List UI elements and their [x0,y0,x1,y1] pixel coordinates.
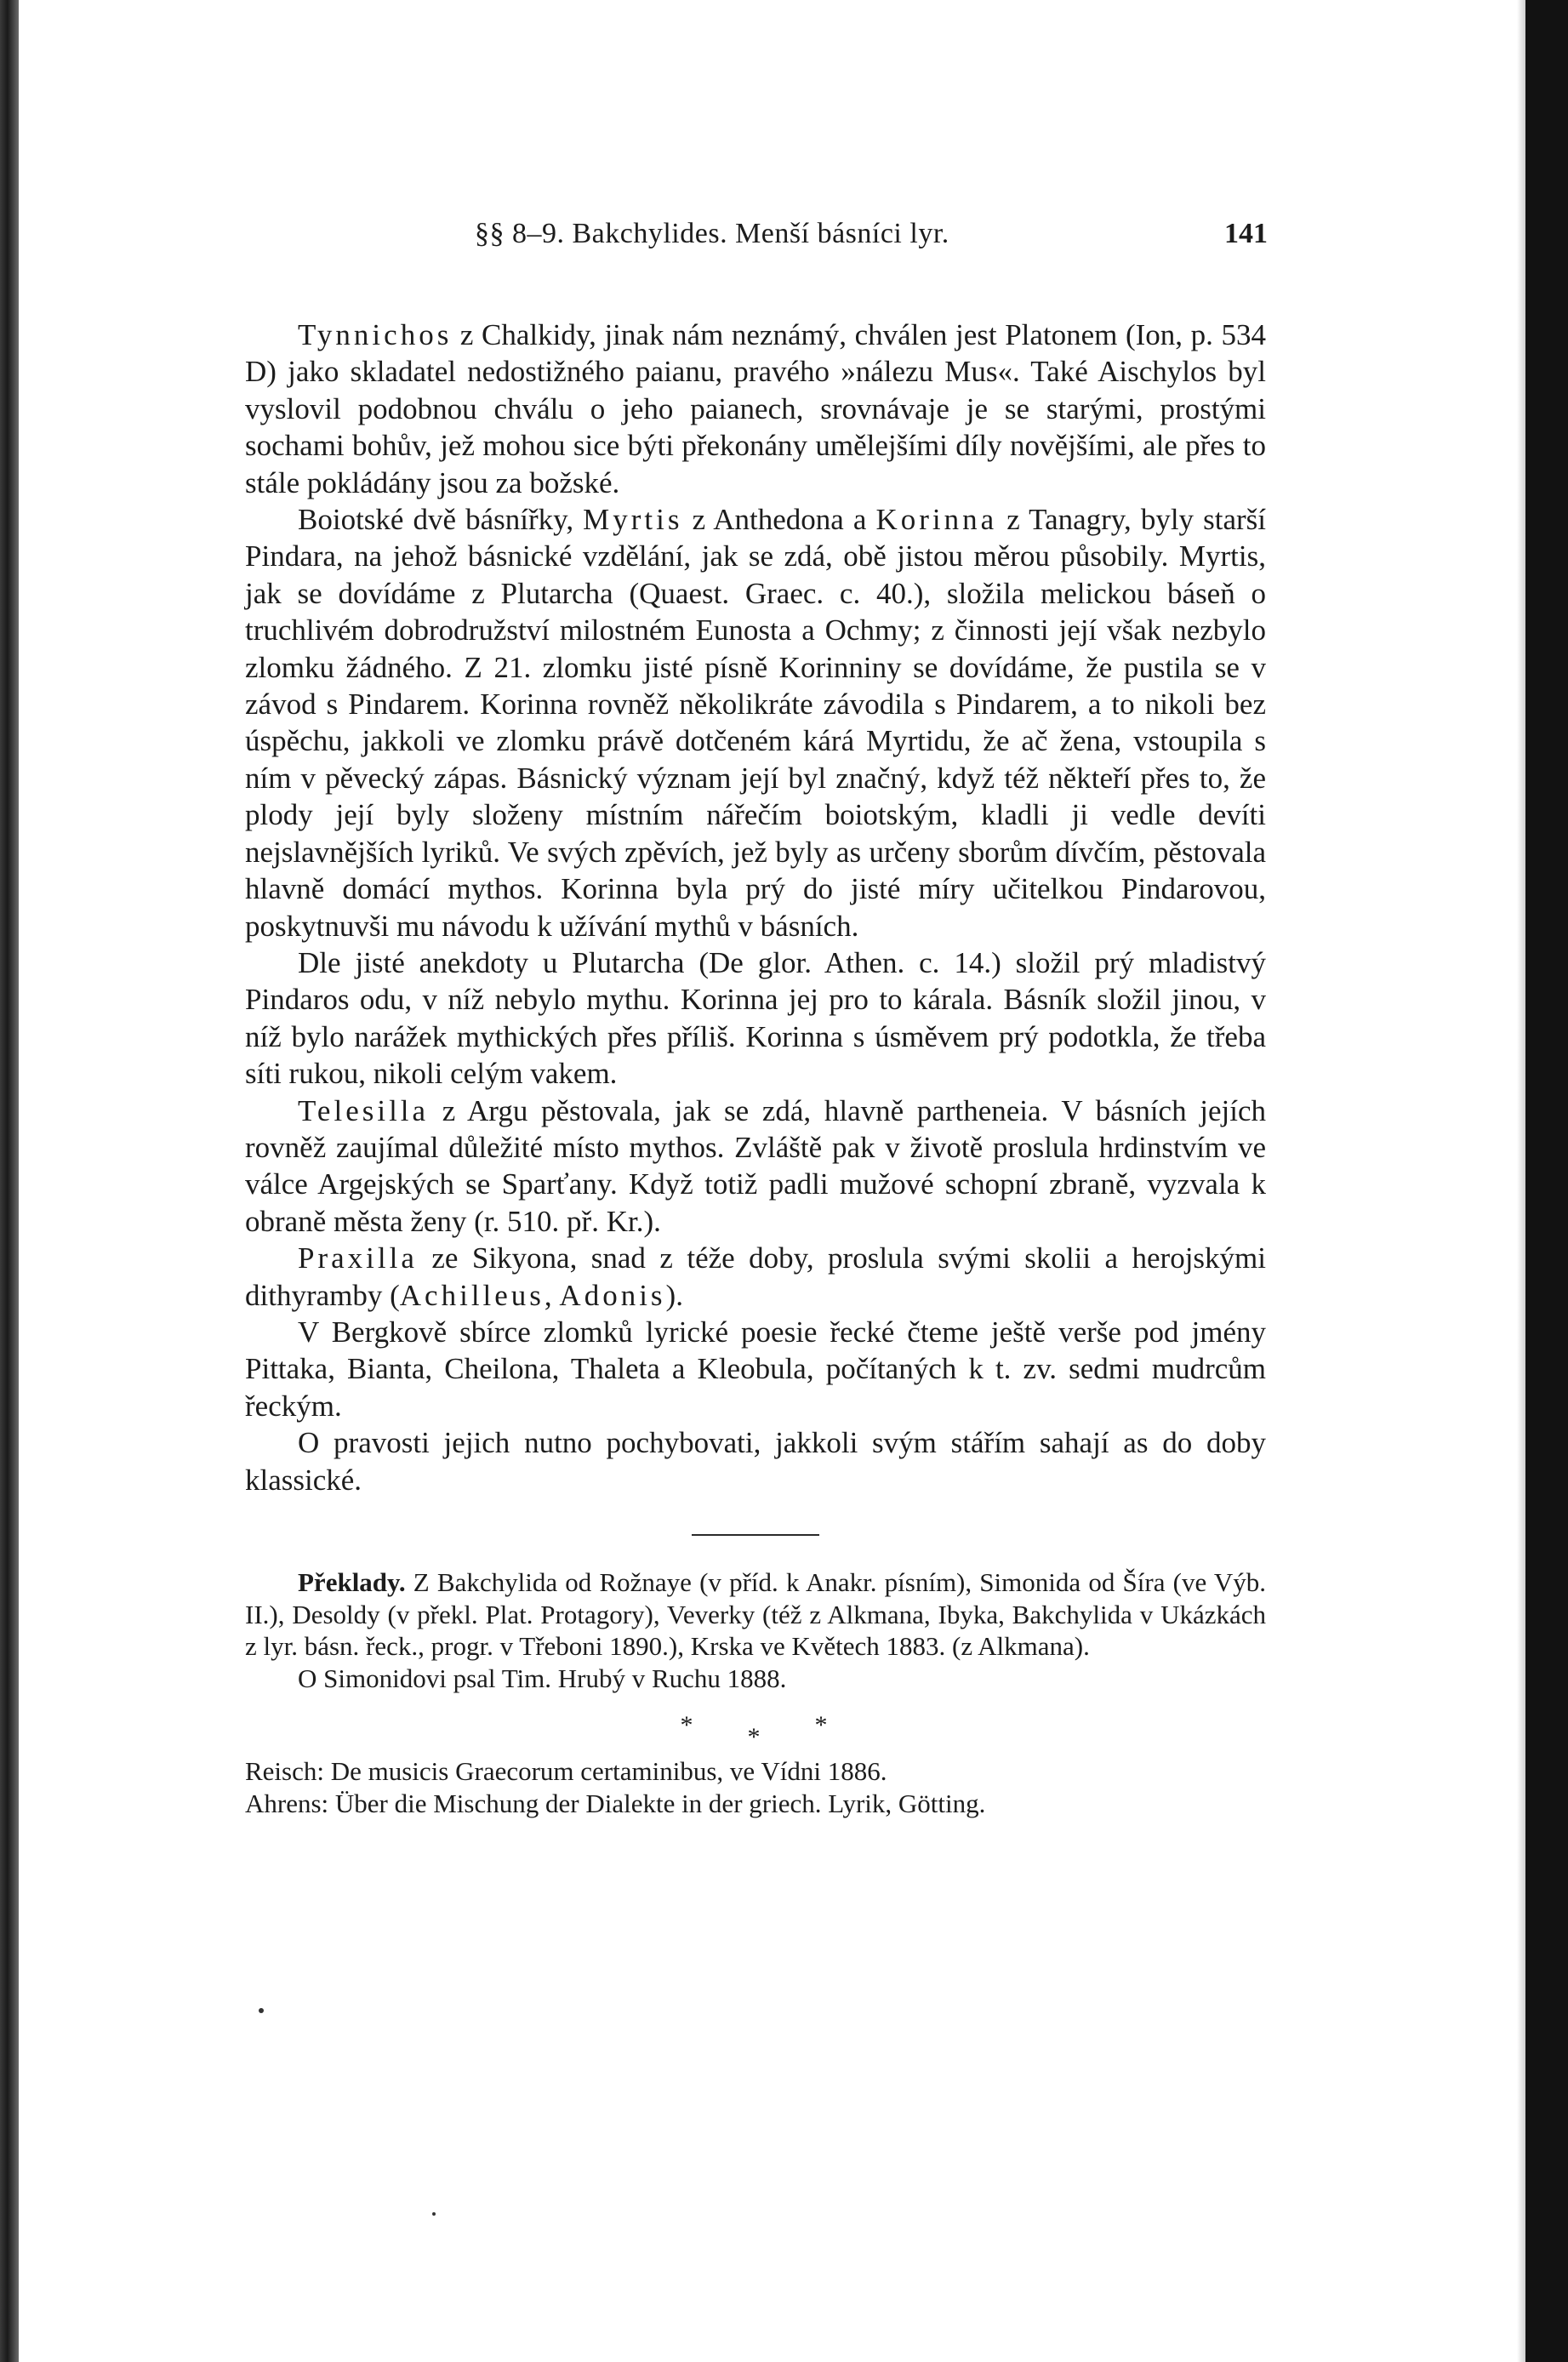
paragraph-authenticity: O pravosti jejich nutno pochybovati, jakkoli svým stářím sahají as do doby klassické. [245,1426,1266,1497]
translations-lead: Překlady. [298,1567,406,1597]
scan-right-shadow [1517,0,1525,2362]
running-head-title: §§ 8–9. Bakchylides. Menší básníci lyr. [475,218,949,249]
asterism [296,1711,1266,1751]
scan-left-edge [0,0,19,2362]
text-fragment: Boiotské dvě básnířky, [298,503,584,537]
scan-right-edge [1525,0,1568,2362]
spaced-name: Praxilla [298,1241,418,1275]
section-divider [692,1534,819,1536]
reference-reisch: Reisch: De musicis Graecorum certaminibus, ve Vídni 1886. [245,1756,887,1786]
text-fragment: z Tanagry, byly starší Pindara, na jehož básnické vzdělání, jak se zdá, obě jistou měrou působily. Myrtis, jak se dovídáme z Plutarcha (Quaest. Graec. c. 40.), složila melickou báseň o truchlivém dobrodružství milostném Eunosta a Ochmy; z činnosti její však nezbylo zlomku žádného. Z 21. zlomku jisté písně Korinniny se dovídáme, že pustila se v závod s Pindarem. Korinna rovněž několikráte závodila s Pindarem, a to nikoli bez úspěchu, jakkoli ve zlomku právě dotčeném kárá Myrtidu, že ač žena, vstoupila s ním v pěvecký zápas. Básnický význam její byl značný, když též někteří přes to, že plody její byly složeny místním nářečím boiotským, kladli ji vedle devíti nejslavnějších lyriků. Ve svých zpěvích, jež byly as určeny sborům dívčím, pěstovala hlavně domácí mythos. Korinna byla prý do jisté míry učitelkou Pindarovou, poskytnuvši mu návodu k užívání mythů v básních. [245,503,1266,943]
paragraph-tynnichos [245,317,1266,501]
translations-paragraph [245,1566,1266,1663]
spaced-name: Tynnichos [298,318,453,351]
spaced-name: Myrtis [583,503,683,537]
running-head [245,213,1266,264]
references [245,1755,1266,1820]
text-fragment: , [544,1278,560,1312]
scan-speck [432,2212,436,2216]
paragraph-anecdote: Dle jisté anekdoty u Plutarcha (De glor. Athen. c. 14.) složil prý mladistvý Pindaros odu, v níž nebylo mythu. Korinna jej pro to kárala. Básník složil jinou, v níž bylo narážek mythických přes příliš. Korinna s úsměvem prý podotkla, že třeba síti rukou, nikoli celým vakem. [245,945,1266,1091]
translations-note [245,1566,1266,1694]
main-text [245,317,1266,1498]
spaced-name: Korinna [875,503,998,537]
paragraph-praxilla [245,1240,1266,1314]
translations-text: Z Bakchylida od Rožnaye (v příd. k Anakr. písním), Simonida od Šíra (ve Výb. II.), Desoldy (v překl. Plat. Protagory), Veverky (též z Alkmana, Ibyka, Bakchylida v Ukázkách z lyr. básn. řeck., progr. v Třeboni 1890.), Krska ve Květech 1883. (z Alkmana). [245,1567,1266,1661]
scan-speck [259,2008,264,2013]
paragraph-boiotian-poetesses [245,501,1266,944]
text-fragment: ze Sikyona, snad z téže doby, proslula svými skolii a herojskými dithyramby ( [245,1241,1266,1312]
asterisk: * [680,1711,748,1739]
simonides-note: O Simonidovi psal Tim. Hrubý v Ruchu 1888. [298,1663,787,1693]
page-number: 141 [1224,218,1268,249]
text-fragment: ). [665,1278,683,1312]
paragraph-text: z Chalkidy, jinak nám neznámý, chválen jest Platonem (Ion, p. 534 D) jako skladatel nedostižného paianu, pravého »nálezu Mus«. Také Aischylos byl vyslovil podobnou chválu o jeho paianech, srovnávaje je se starými, prostými sochami bohův, jež mohou sice býti překonány umělejšími díly novějšími, ale přes to stále pokládány jsou za božské. [245,318,1266,499]
asterisk: * [747,1723,815,1751]
reference-ahrens: Ahrens: Über die Mischung der Dialekte in der griech. Lyrik, Götting. [245,1789,986,1818]
paragraph-bergk: V Bergkově sbírce zlomků lyrické poesie řecké čteme ještě verše pod jmény Pittaka, Bianta, Cheilona, Thaleta a Kleobula, počítaných k t. zv. sedmi mudrcům řeckým. [245,1315,1266,1423]
spaced-name: Adonis [559,1278,666,1312]
spaced-name: Achilleus [399,1278,545,1312]
spaced-name: Telesilla [298,1093,430,1127]
paragraph-telesilla [245,1093,1266,1241]
text-fragment: z Anthedona a [682,503,876,537]
asterisk: * [814,1711,882,1739]
paragraph-text: z Argu pěstovala, jak se zdá, hlavně partheneia. V básních jejích rovněž zaujímal důležité místo mythos. Zvláště pak v životě proslula hrdinstvím ve válce Argejských se Sparťany. Když totiž padli mužové schopní zbraně, vyzvala k obraně města ženy (r. 510. př. Kr.). [245,1093,1266,1238]
page-content [245,213,1266,1820]
